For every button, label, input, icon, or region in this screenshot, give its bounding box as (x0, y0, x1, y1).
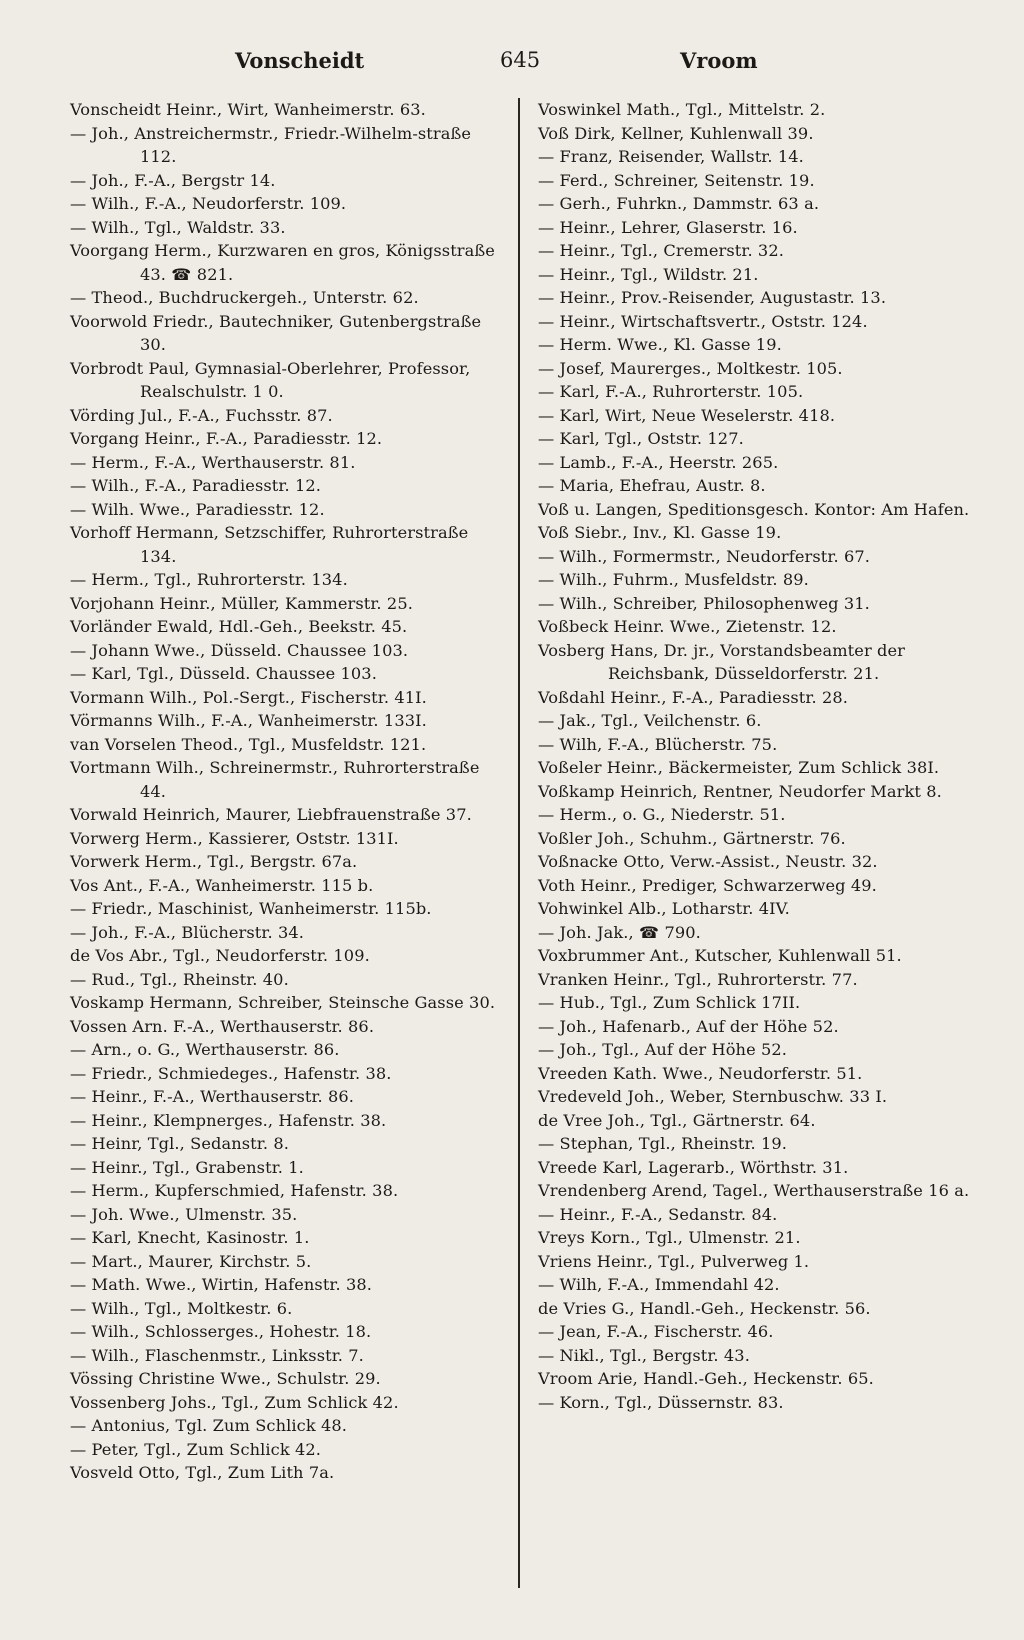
directory-entry: Vossen Arn. F.-A., Werthauserstr. 86. (70, 1016, 375, 1036)
directory-entry: — Wilh., Formermstr., Neudorferstr. 67. (538, 546, 870, 566)
page-header (70, 48, 970, 82)
directory-entry: Voßeler Heinr., Bäckermeister, Zum Schlick 38I. (538, 758, 940, 777)
directory-entry: — Karl, Tgl., Düsseld. Chaussee 103. (70, 664, 377, 683)
directory-entry: Voorwold Friedr., Bautechniker, Gutenbergstraße 30. (70, 311, 482, 354)
directory-entry: — Peter, Tgl., Zum Schlick 42. (70, 1439, 322, 1459)
directory-entry: — Friedr., Maschinist, Wanheimerstr. 115b. (70, 899, 432, 918)
directory-entry: — Herm., Kupferschmied, Hafenstr. 38. (70, 1181, 399, 1200)
directory-entry: Vossenberg Johs., Tgl., Zum Schlick 42. (70, 1392, 399, 1412)
directory-entry: — Heinr., Klempnerges., Hafenstr. 38. (70, 1110, 387, 1130)
directory-entry: — Wilh. Wwe., Paradiesstr. 12. (70, 499, 325, 519)
header-right-keyword: Vroom (680, 48, 758, 73)
directory-entry: — Lamb., F.-A., Heerstr. 265. (538, 452, 779, 472)
directory-entry: Voswinkel Math., Tgl., Mittelstr. 2. (538, 100, 826, 119)
directory-entry: Vos Ant., F.-A., Wanheimerstr. 115 b. (70, 875, 374, 895)
directory-entry: — Theod., Buchdruckergeh., Unterstr. 62. (70, 288, 419, 307)
directory-entry: — Joh., Hafenarb., Auf der Höhe 52. (538, 1016, 839, 1036)
directory-entry: — Herm., Tgl., Ruhrorterstr. 134. (70, 570, 348, 589)
directory-entry: Vorwald Heinrich, Maurer, Liebfrauenstraße 37. (70, 805, 472, 824)
directory-entry: Vortmann Wilh., Schreinermstr., Ruhrorterstraße 44. (70, 758, 480, 801)
directory-entry: — Antonius, Tgl. Zum Schlick 48. (70, 1416, 348, 1435)
directory-entry: — Heinr., Prov.-Reisender, Augustastr. 13. (538, 288, 887, 307)
directory-entry: — Heinr., Tgl., Grabenstr. 1. (70, 1157, 304, 1177)
directory-entry: — Herm., o. G., Niederstr. 51. (538, 805, 786, 824)
directory-entry: Vreeden Kath. Wwe., Neudorferstr. 51. (538, 1063, 863, 1083)
directory-entry: Vorwerk Herm., Tgl., Bergstr. 67a. (70, 852, 358, 871)
directory-entry: — Friedr., Schmiedeges., Hafenstr. 38. (70, 1063, 392, 1083)
directory-entry: Voßdahl Heinr., F.-A., Paradiesstr. 28. (538, 687, 849, 707)
directory-entry: — Wilh., Tgl., Waldstr. 33. (70, 217, 286, 237)
directory-entry: — Wilh., Fuhrm., Musfeldstr. 89. (538, 570, 809, 589)
directory-entry: — Wilh., Flaschenmstr., Linksstr. 7. (70, 1345, 364, 1365)
directory-entry: — Mart., Maurer, Kirchstr. 5. (70, 1251, 312, 1271)
directory-entry: — Wilh, F.-A., Immendahl 42. (538, 1275, 780, 1294)
directory-entry: Vroom Arie, Handl.-Geh., Heckenstr. 65. (538, 1369, 874, 1388)
directory-entry: — Karl, Knecht, Kasinostr. 1. (70, 1228, 310, 1247)
directory-entry: Voxbrummer Ant., Kutscher, Kuhlenwall 51. (538, 946, 902, 965)
directory-entry: Voskamp Hermann, Schreiber, Steinsche Gasse 30. (70, 993, 496, 1012)
directory-entry: Voth Heinr., Prediger, Schwarzerweg 49. (538, 875, 877, 895)
directory-entry: — Hub., Tgl., Zum Schlick 17II. (538, 993, 801, 1012)
directory-entry: Vörmanns Wilh., F.-A., Wanheimerstr. 133I. (70, 711, 427, 730)
directory-entry: van Vorselen Theod., Tgl., Musfeldstr. 121. (70, 734, 427, 754)
directory-entry: Vosveld Otto, Tgl., Zum Lith 7a. (70, 1463, 335, 1482)
directory-entry: — Heinr., F.-A., Sedanstr. 84. (538, 1204, 778, 1224)
directory-entry: Vormann Wilh., Pol.-Sergt., Fischerstr. 41I. (70, 687, 427, 707)
directory-entry: — Wilh., Schreiber, Philosophenweg 31. (538, 593, 870, 613)
directory-entry: — Josef, Maurerges., Moltkestr. 105. (538, 358, 843, 378)
directory-entry: — Jean, F.-A., Fischerstr. 46. (538, 1322, 774, 1341)
directory-entry: — Korn., Tgl., Düssernstr. 83. (538, 1392, 784, 1412)
header-left-keyword: Vonscheidt (235, 48, 365, 73)
directory-entry: Vorwerg Herm., Kassierer, Oststr. 131I. (70, 828, 399, 848)
directory-entry: — Nikl., Tgl., Bergstr. 43. (538, 1345, 750, 1365)
directory-entry: — Herm., F.-A., Werthauserstr. 81. (70, 452, 356, 472)
directory-entry: — Heinr., Wirtschaftsvertr., Oststr. 124. (538, 311, 868, 331)
directory-entry: — Heinr., F.-A., Werthauserstr. 86. (70, 1087, 355, 1106)
directory-entry: Vonscheidt Heinr., Wirt, Wanheimerstr. 63. (70, 100, 426, 119)
directory-entry: — Wilh., F.-A., Neudorferstr. 109. (70, 194, 347, 213)
directory-entry: — Wilh, F.-A., Blücherstr. 75. (538, 734, 778, 754)
right-column (538, 98, 976, 1414)
directory-entry: — Joh., Tgl., Auf der Höhe 52. (538, 1040, 788, 1059)
directory-entry: Vranken Heinr., Tgl., Ruhrorterstr. 77. (538, 969, 858, 989)
directory-entry: Vreede Karl, Lagerarb., Wörthstr. 31. (538, 1157, 849, 1177)
directory-entry: Voß Siebr., Inv., Kl. Gasse 19. (538, 523, 782, 542)
directory-entry: Vredeveld Joh., Weber, Sternbuschw. 33 I. (538, 1087, 888, 1106)
directory-entry: — Arn., o. G., Werthauserstr. 86. (70, 1040, 340, 1059)
directory-entry: — Math. Wwe., Wirtin, Hafenstr. 38. (70, 1275, 373, 1294)
directory-entry: Vorhoff Hermann, Setzschiffer, Ruhrorterstraße 134. (70, 523, 469, 566)
directory-entry: — Rud., Tgl., Rheinstr. 40. (70, 969, 289, 989)
directory-entry: Vorbrodt Paul, Gymnasial-Oberlehrer, Professor, Realschulstr. 1 0. (70, 358, 471, 401)
page-number: 645 (500, 48, 541, 72)
directory-entry: Vrendenberg Arend, Tagel., Werthauserstraße 16 a. (538, 1181, 970, 1200)
directory-entry: Voorgang Herm., Kurzwaren en gros, Königsstraße 43. ☎ 821. (70, 241, 495, 284)
directory-entry: — Karl, F.-A., Ruhrorterstr. 105. (538, 382, 804, 401)
directory-entry: — Joh., Anstreichermstr., Friedr.-Wilhelm-straße 112. (70, 123, 472, 166)
directory-entry: — Heinr., Lehrer, Glaserstr. 16. (538, 217, 798, 237)
directory-entry: Voßkamp Heinrich, Rentner, Neudorfer Markt 8. (538, 781, 942, 801)
directory-entry: Voßler Joh., Schuhm., Gärtnerstr. 76. (538, 828, 846, 848)
directory-entry: de Vree Joh., Tgl., Gärtnerstr. 64. (538, 1110, 816, 1130)
directory-entry: Vosberg Hans, Dr. jr., Vorstandsbeamter der Reichsbank, Düsseldorferstr. 21. (538, 640, 906, 683)
directory-entry: Vörding Jul., F.-A., Fuchsstr. 87. (70, 405, 333, 425)
directory-entry: — Heinr, Tgl., Sedanstr. 8. (70, 1134, 289, 1153)
directory-entry: de Vries G., Handl.-Geh., Heckenstr. 56. (538, 1298, 871, 1318)
directory-entry: — Heinr., Tgl., Wildstr. 21. (538, 264, 759, 284)
directory-entry: Vohwinkel Alb., Lotharstr. 4IV. (538, 899, 790, 918)
directory-entry: — Karl, Wirt, Neue Weselerstr. 418. (538, 405, 836, 425)
directory-entry: — Karl, Tgl., Oststr. 127. (538, 429, 744, 448)
directory-entry: — Gerh., Fuhrkn., Dammstr. 63 a. (538, 194, 820, 213)
directory-entry: Voßnacke Otto, Verw.-Assist., Neustr. 32. (538, 852, 878, 871)
directory-entry: — Wilh., F.-A., Paradiesstr. 12. (70, 476, 321, 495)
directory-entry: Voß u. Langen, Speditionsgesch. Kontor: Am Hafen. (538, 499, 970, 519)
directory-entry: — Wilh., Schlosserges., Hohestr. 18. (70, 1322, 372, 1341)
directory-entry: — Franz, Reisender, Wallstr. 14. (538, 147, 804, 166)
directory-entry: — Johann Wwe., Düsseld. Chaussee 103. (70, 640, 409, 660)
directory-entry: Vriens Heinr., Tgl., Pulverweg 1. (538, 1251, 810, 1271)
directory-entry: Vorländer Ewald, Hdl.-Geh., Beekstr. 45. (70, 617, 408, 636)
directory-entry: Vorjohann Heinr., Müller, Kammerstr. 25. (70, 593, 413, 613)
directory-entry: Vössing Christine Wwe., Schulstr. 29. (70, 1369, 381, 1388)
directory-entry: — Stephan, Tgl., Rheinstr. 19. (538, 1134, 788, 1153)
directory-entry: Vorgang Heinr., F.-A., Paradiesstr. 12. (70, 429, 383, 448)
directory-entry: de Vos Abr., Tgl., Neudorferstr. 109. (70, 946, 370, 965)
left-column (70, 98, 508, 1485)
directory-entry: — Herm. Wwe., Kl. Gasse 19. (538, 335, 782, 354)
directory-entry: — Joh., F.-A., Blücherstr. 34. (70, 922, 304, 942)
directory-entry: — Heinr., Tgl., Cremerstr. 32. (538, 241, 784, 260)
directory-entry: Vreys Korn., Tgl., Ulmenstr. 21. (538, 1228, 801, 1247)
column-divider (518, 98, 520, 1588)
directory-entry: — Joh., F.-A., Bergstr 14. (70, 170, 276, 190)
directory-entry: — Maria, Ehefrau, Austr. 8. (538, 476, 766, 495)
directory-entry: — Joh. Wwe., Ulmenstr. 35. (70, 1204, 298, 1224)
directory-entry: — Joh. Jak., ☎ 790. (538, 922, 701, 942)
directory-entry: Voßbeck Heinr. Wwe., Zietenstr. 12. (538, 617, 837, 636)
directory-entry: — Wilh., Tgl., Moltkestr. 6. (70, 1298, 293, 1318)
directory-entry: Voß Dirk, Kellner, Kuhlenwall 39. (538, 123, 814, 143)
directory-entry: — Ferd., Schreiner, Seitenstr. 19. (538, 170, 815, 190)
directory-entry: — Jak., Tgl., Veilchenstr. 6. (538, 711, 762, 730)
